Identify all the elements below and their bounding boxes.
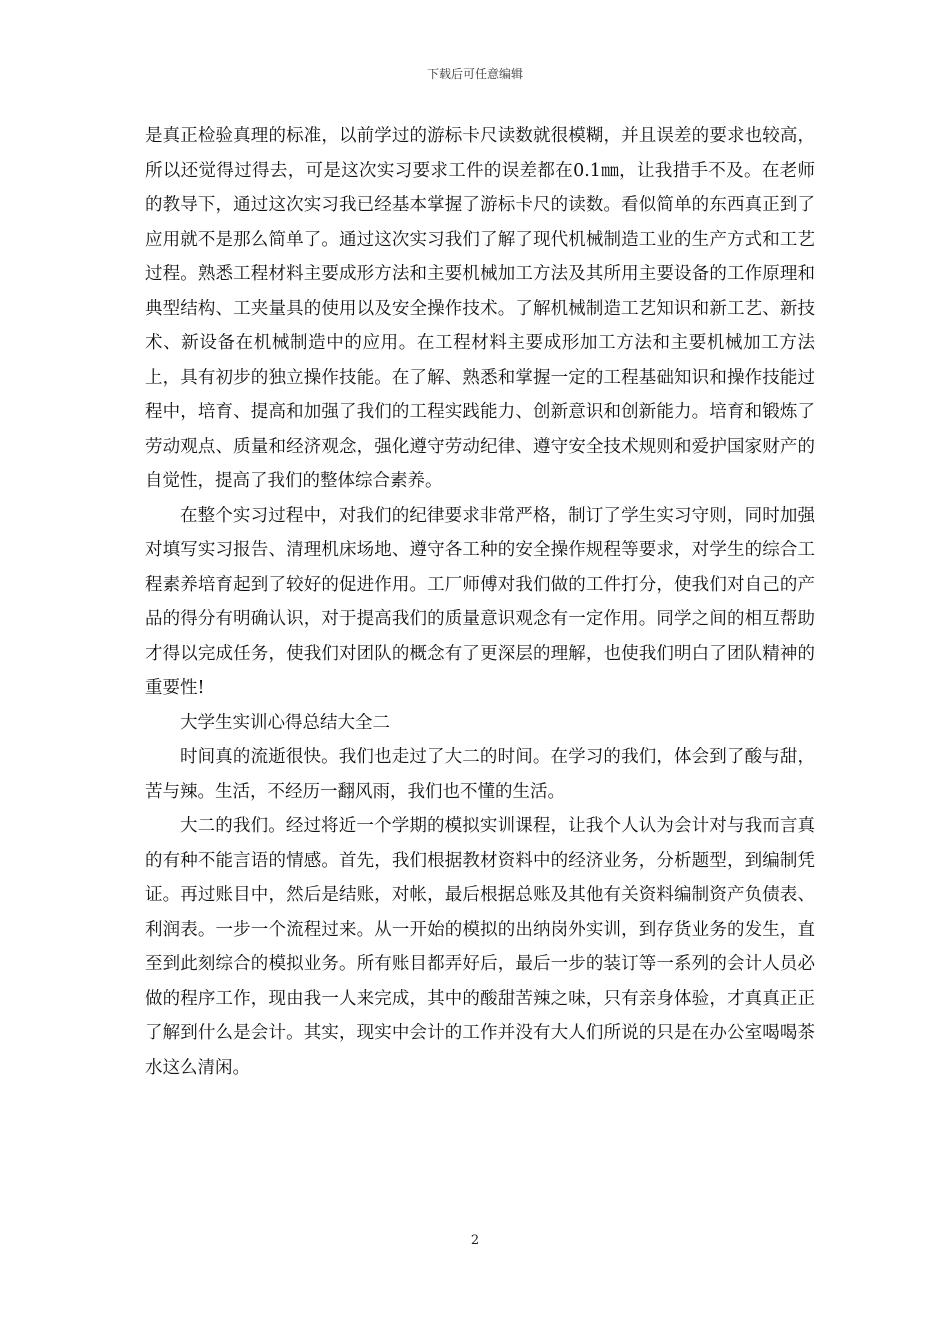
paragraph-continued: 是真正检验真理的标准，以前学过的游标卡尺读数就很模糊，并且误差的要求也较高，所以还觉得过得去，可是这次实习要求工件的误差都在0.1㎜，让我措手不及。在老师的教导下，通过这次实习我已经基本掌握了游标卡尺的读数。看似简单的东西真正到了应用就不是那么简单了。通过这次实习我们了解了现代机械制造工业的生产方式和工艺过程。熟悉工程材料主要成形方法和主要机械加工方法及其所用主要设备的工作原理和典型结构、工夹量具的使用以及安全操作技术。了解机械制造工艺知识和新工艺、新技术、新设备在机械制造中的应用。在工程材料主要成形加工方法和主要机械加工方法上，具有初步的独立操作技能。在了解、熟悉和掌握一定的工程基础知识和操作技能过程中，培育、提高和加强了我们的工程实践能力、创新意识和创新能力。培育和锻炼了劳动观点、质量和经济观念，强化遵守劳动纪律、遵守安全技术规则和爱护国家财产的自觉性，提高了我们的整体综合素养。: [145, 126, 815, 491]
document-body: [145, 119, 815, 1085]
page-header: 下载后可任意编辑: [426, 67, 523, 81]
page-number: 2: [470, 1233, 480, 1248]
paragraph-sophomore: 大二的我们。经过将近一个学期的模拟实训课程，让我个人认为会计对与我而言真的有种不能言语的情感。首先，我们根据教材资料中的经济业务，分析题型，到编制凭证。再过账目中，然后是结账，对帐，最后根据总账及其他有关资料编制资产负债表、利润表。一步一个流程过来。从一开始的模拟的出纳岗外实训，到存货业务的发生，直至到此刻综合的模拟业务。所有账目都弄好后，最后一步的装订等一系列的会计人员必做的程序工作，现由我一人来完成，其中的酸甜苦辣之味，只有亲身体验，才真真正正了解到什么是会计。其实，现实中会计的工作并没有大人们所说的只是在办公室喝喝茶水这么清闲。: [145, 816, 815, 1078]
paragraph-discipline: 在整个实习过程中，对我们的纪律要求非常严格，制订了学生实习守则，同时加强对填写实习报告、清理机床场地、遵守各工种的安全操作规程等要求，对学生的综合工程素养培育起到了较好的促进作用。工厂师傅对我们做的工件打分，使我们对自己的产品的得分有明确认识，对于提高我们的质量意识观念有一定作用。同学之间的相互帮助才得以完成任务，使我们对团队的概念有了更深层的理解，也使我们明白了团队精神的重要性!: [145, 505, 815, 698]
paragraph-time: 时间真的流逝很快。我们也走过了大二的时间。在学习的我们，体会到了酸与甜，苦与辣。生活，不经历一翻风雨，我们也不懂的生活。: [145, 747, 815, 802]
section-heading: 大学生实训心得总结大全二: [180, 712, 390, 733]
